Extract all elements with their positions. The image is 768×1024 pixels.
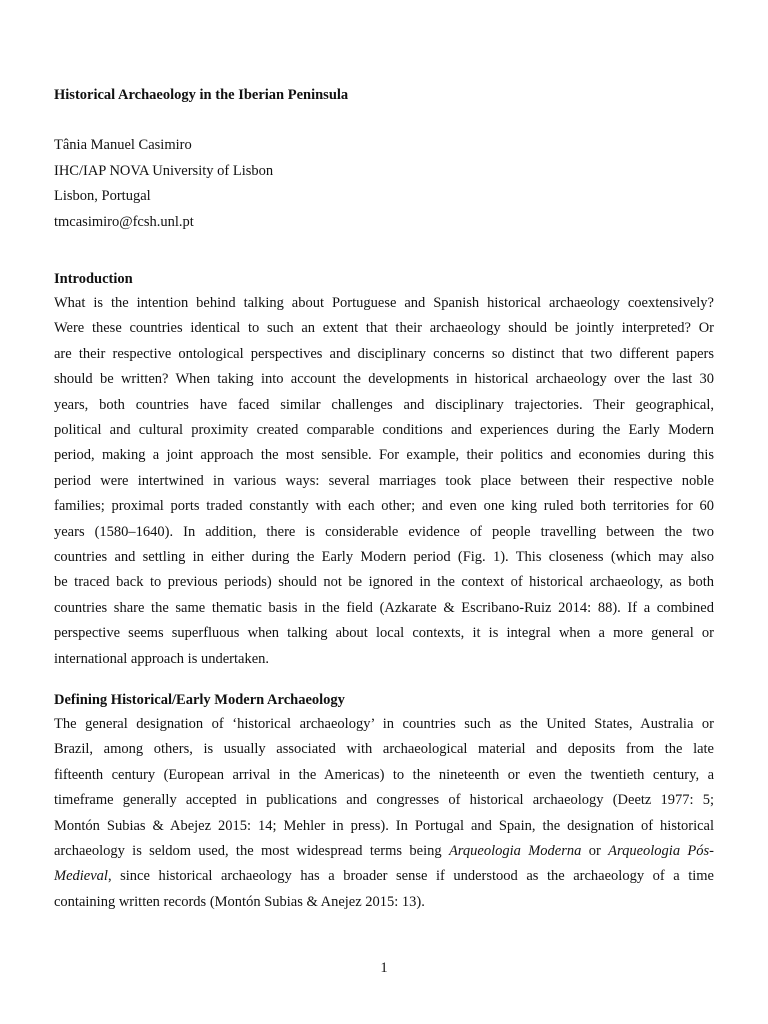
author-block: [54, 133, 273, 235]
paragraph-line: period were intertwined in various ways: several marriages took place between their respective noble: [54, 472, 714, 489]
paragraph-line: international approach is undertaken.: [54, 650, 270, 667]
paragraph-line: period, making a joint approach the most sensible. For example, their politics and economies during this: [54, 447, 714, 464]
line-text: archaeology is seldom used, the most widespread terms being: [54, 843, 449, 860]
paragraph-line: [54, 839, 714, 864]
paragraph-line: fifteenth century (European arrival in the Americas) to the nineteenth or even the twentieth century, a: [54, 766, 714, 783]
page-number: 1: [380, 960, 388, 976]
defining-paragraph: [54, 712, 714, 915]
paragraph-line: perspective seems superfluous when talking about local contexts, it is integral when a more general or: [54, 625, 714, 642]
paragraph-line: countries and settling in either during the Early Modern period (Fig. 1). This closeness (which may also: [54, 549, 714, 566]
paragraph-line: countries share the same thematic basis in the field (Azkarate & Escribano-Ruiz 2014: 88). If a combined: [54, 599, 714, 616]
author-email[interactable]: tmcasimiro@fcsh.unl.pt: [54, 213, 194, 230]
paragraph-line: containing written records (Montón Subias & Anejez 2015: 13).: [54, 893, 425, 910]
italic-term: Arqueologia Pós-: [608, 843, 714, 860]
section-heading-introduction: Introduction: [54, 271, 133, 287]
document-page: [54, 0, 714, 1024]
author-location: Lisbon, Portugal: [54, 188, 151, 205]
paragraph-line: be traced back to previous periods) should not be ignored in the context of historical archaeology, as both: [54, 574, 714, 591]
introduction-paragraph: [54, 291, 714, 672]
line-text: , since historical archaeology has a broader sense if understood as the archaeology of a time: [107, 868, 714, 885]
paragraph-line: The general designation of ‘historical archaeology’ in countries such as the United States, Australia or: [54, 716, 714, 732]
paragraph-line: families; proximal ports traded constantly with each other; and even one king ruled both territories for 60: [54, 498, 714, 515]
paragraph-line: years, both countries have faced similar challenges and disciplinary trajectories. Their geographical,: [54, 396, 714, 413]
document-title: Historical Archaeology in the Iberian Peninsula: [54, 87, 349, 103]
paragraph-line: Montón Subias & Abejez 2015: 14; Mehler in press). In Portugal and Spain, the designation of historical: [54, 817, 714, 834]
italic-term: Medieval: [54, 868, 108, 885]
author-name: Tânia Manuel Casimiro: [54, 137, 192, 153]
paragraph-line: should be written? When taking into account the developments in historical archaeology over the last 30: [54, 371, 714, 388]
paragraph-line: Brazil, among others, is usually associated with archaeological material and deposits from the late: [54, 741, 714, 758]
paragraph-line: political and cultural proximity created comparable conditions and experiences during the Early Modern: [54, 422, 714, 439]
italic-term: Arqueologia Moderna: [448, 843, 582, 860]
paragraph-line: are their respective ontological perspectives and disciplinary concerns so distinct that two different papers: [54, 345, 714, 362]
paragraph-line: What is the intention behind talking about Portuguese and Spanish historical archaeology coextensively?: [54, 295, 714, 311]
author-affiliation: IHC/IAP NOVA University of Lisbon: [54, 162, 274, 179]
paragraph-line: Were these countries identical to such an extent that their archaeology should be jointly interpreted? Or: [54, 320, 714, 337]
line-text: or: [581, 843, 609, 860]
paragraph-line: timeframe generally accepted in publications and congresses of historical archaeology (Deetz 1977: 5;: [54, 792, 714, 809]
paragraph-line: years (1580–1640). In addition, there is considerable evidence of people travelling between the two: [54, 523, 714, 540]
section-heading-defining: Defining Historical/Early Modern Archaeology: [54, 692, 345, 708]
paragraph-line: [54, 864, 714, 889]
